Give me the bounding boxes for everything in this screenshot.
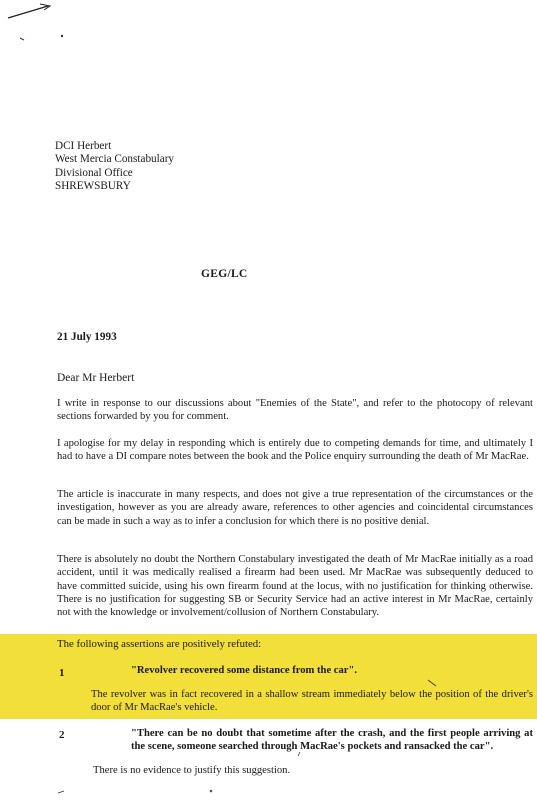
assertions-intro: The following assertions are positively refuted:: [57, 638, 262, 650]
recipient-office: Divisional Office: [55, 166, 133, 179]
paragraph-investigation: There is absolutely no doubt the Northern Constabulary investigated the death of Mr MacRae initially as a road accident, until it was medically realised a firearm had been used. Mr MacRae was subsequently deduced to have committed suicide, using his own firearm found at the locus, with no justification for thinking otherwise. There is no justification for suggesting SB or Security Service had an active interest in Mr MacRae, certainly not with the knowledge or involvement/collusion of Northern Constabulary.: [57, 554, 533, 619]
salutation: Dear Mr Herbert: [57, 372, 135, 384]
assertion-number: 2: [59, 729, 65, 741]
paragraph-intro: I write in response to our discussions about "Enemies of the State", and refer to the photocopy of relevant sections forwarded by you for comment.: [57, 398, 533, 423]
assertion-response: There is no evidence to justify this suggestion.: [93, 765, 291, 776]
letter-date: 21 July 1993: [57, 331, 117, 343]
recipient-town: SHREWSBURY: [55, 180, 131, 193]
recipient-org: West Mercia Constabulary: [55, 153, 175, 166]
paragraph-apology: I apologise for my delay in responding which is entirely due to competing demands for time, and ultimately I had to have a DI compare notes between the book and the Police enquiry surrounding the death of Mr MacRae.: [57, 438, 533, 463]
paragraph-article: The article is inaccurate in many respects, and does not give a true representation of the circumstances or the investigation, however as you are already aware, references to other agencies and coincidental circumstances can be made in such a way as to infer a conclusion for which there is no positive denial.: [57, 489, 533, 527]
assertion-quote: "Revolver recovered some distance from the car".: [131, 665, 358, 676]
reference-code: GEG/LC: [201, 268, 248, 280]
assertion-quote: "There can be no doubt that sometime after the crash, and the first people arriving at the scene, someone searched through MacRae's pockets and ransacked the car".: [131, 728, 533, 753]
recipient-name: DCI Herbert: [55, 140, 112, 152]
assertion-number: 1: [59, 667, 65, 679]
assertion-response: The revolver was in fact recovered in a shallow stream immediately below the position of the driver's door of Mr MacRae's vehicle.: [91, 689, 533, 714]
